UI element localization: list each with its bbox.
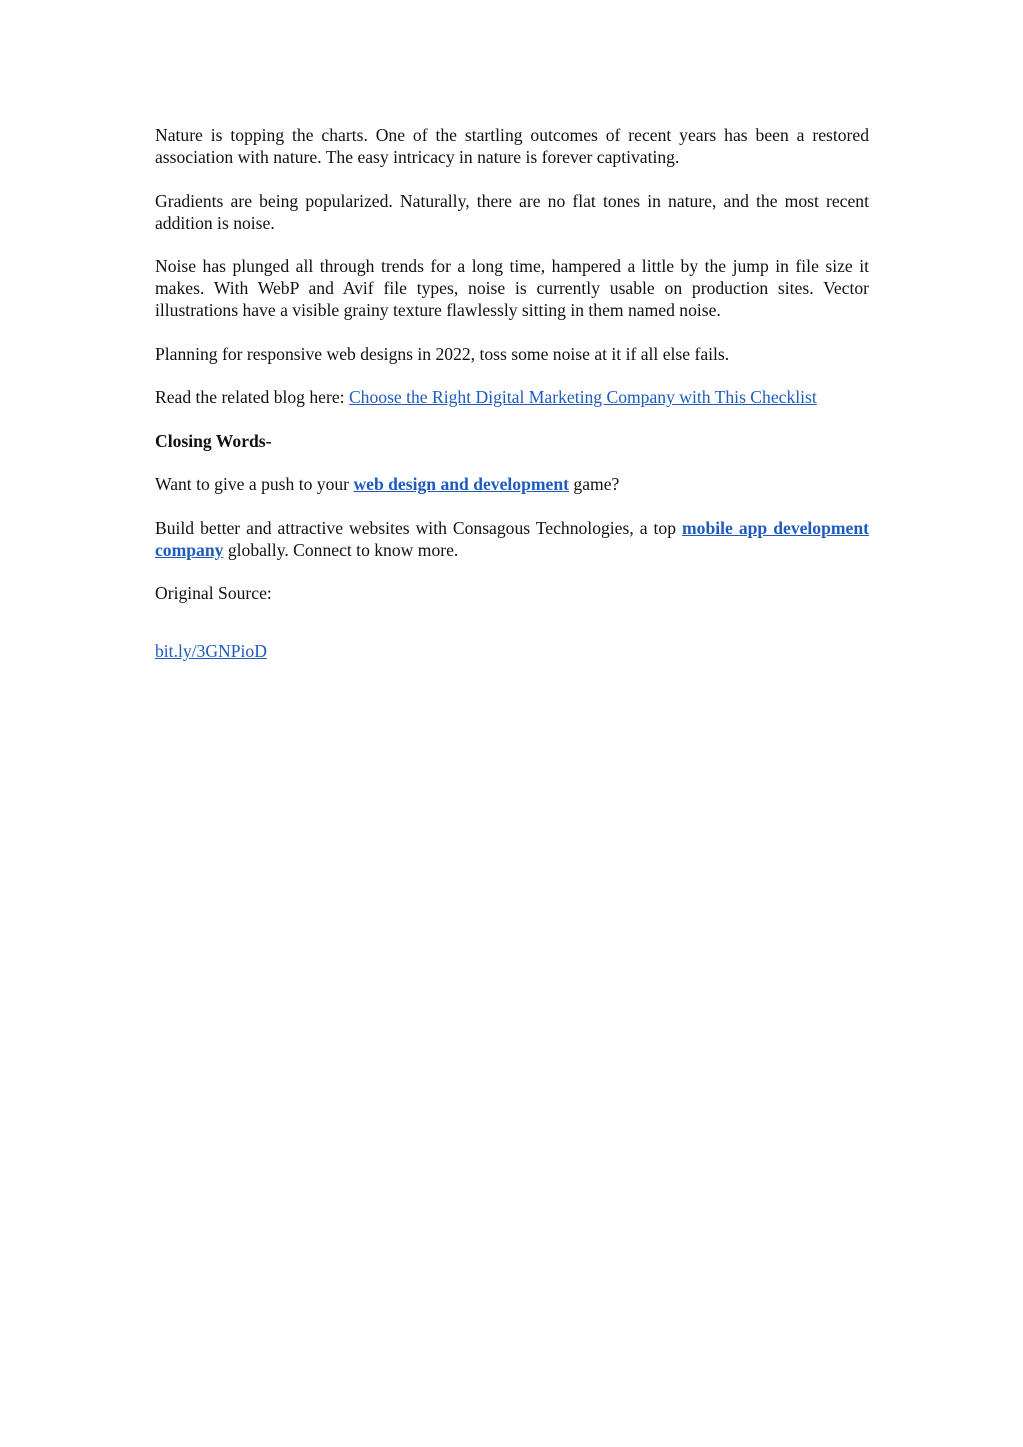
document-page: [155, 124, 869, 684]
related-blog-link[interactable]: Choose the Right Digital Marketing Company with This Checklist: [348, 387, 817, 407]
push-paragraph: [155, 473, 869, 495]
mobile-app-link[interactable]: mobile app development company: [155, 517, 870, 560]
paragraph-nature: Nature is topping the charts. One of the startling outcomes of recent years has been a restored association with nature. The easy intricacy in nature is forever captivating.: [155, 125, 869, 167]
original-source-label: Original Source:: [155, 583, 272, 603]
paragraph-planning: Planning for responsive web designs in 2022, toss some noise at it if all else fails.: [155, 343, 730, 364]
source-link-paragraph: [155, 640, 869, 662]
paragraph-gradients: Gradients are being popularized. Naturally, there are no flat tones in nature, and the most recent addition is noise.: [155, 190, 869, 233]
build-paragraph: [155, 517, 869, 561]
source-link[interactable]: bit.ly/3GNPioD: [155, 641, 267, 661]
push-prefix: Want to give a push to your: [155, 474, 354, 494]
related-blog-paragraph: [155, 386, 869, 408]
build-suffix: globally. Connect to know more.: [223, 539, 459, 560]
related-blog-prefix: Read the related blog here:: [155, 387, 349, 407]
closing-heading: Closing Words-: [155, 430, 272, 451]
web-design-link[interactable]: web design and development: [353, 474, 569, 494]
push-suffix: game?: [569, 474, 620, 494]
paragraph-noise: Noise has plunged all through trends for a long time, hampered a little by the jump in file size it makes. With WebP and Avif file types, noise is currently usable on production sites. Vector illustrations have a visible grainy texture flawlessly sitting in them named noise.: [155, 256, 869, 320]
build-prefix: Build better and attractive websites with Consagous Technologies, a top: [155, 517, 683, 538]
